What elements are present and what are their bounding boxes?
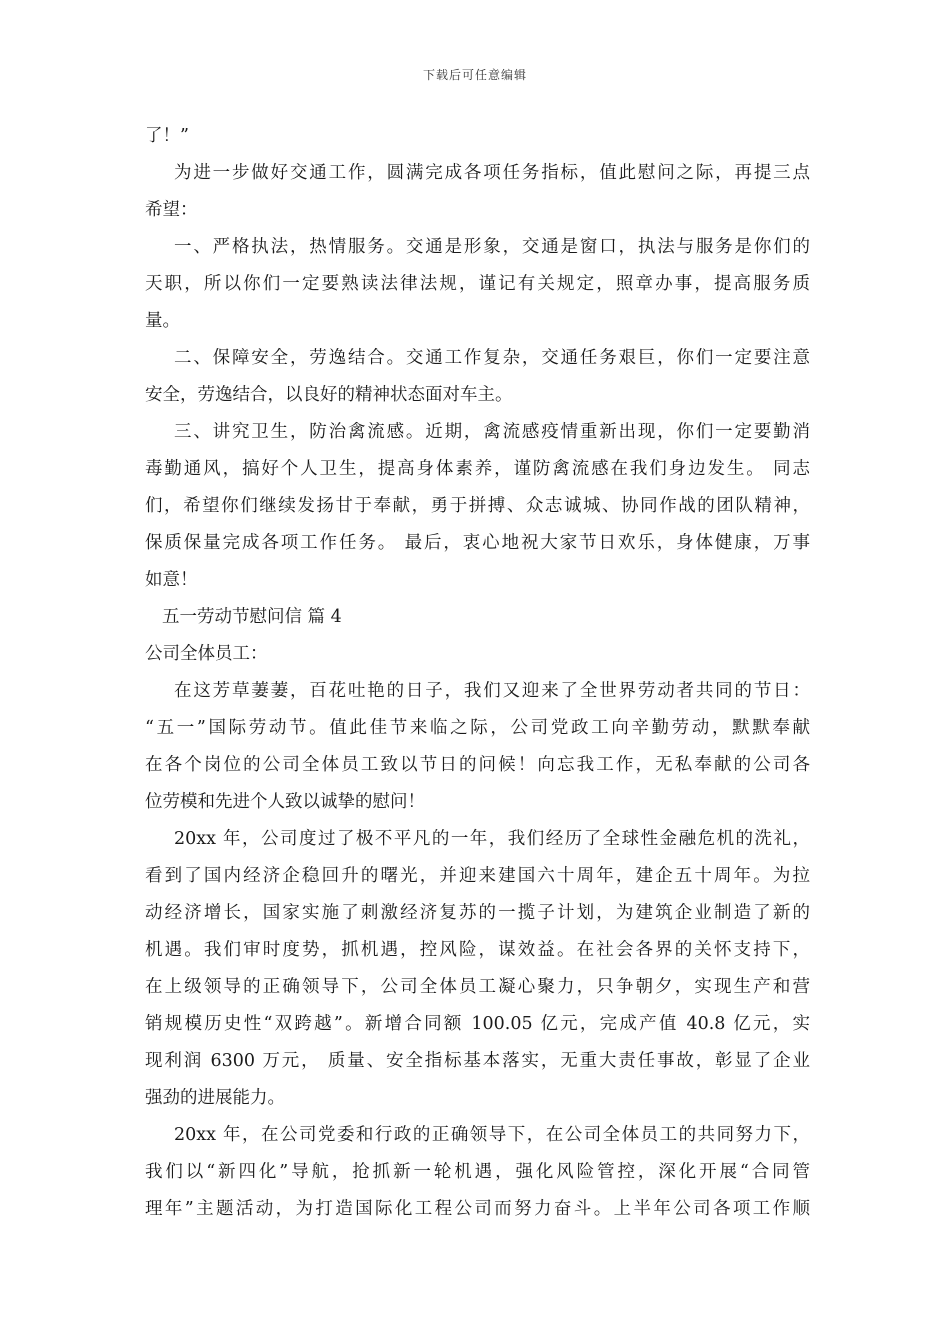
text-line: 为进一步做好交通工作，圆满完成各项任务指标，值此慰问之际，再提三点 [174,163,810,183]
text-line: 在各个岗位的公司全体员工致以节日的问候！向忘我工作，无私奉献的公司各 [145,755,810,775]
text-line: 保质保量完成各项工作任务。 最后，衷心地祝大家节日欢乐，身体健康，万事 [145,533,810,553]
text-line: 在上级领导的正确领导下，公司全体员工凝心聚力，只争朝夕，实现生产和营 [145,977,810,997]
text-line: 20xx 年，在公司党委和行政的正确领导下，在公司全体员工的共同努力下， [174,1125,810,1145]
text-line: 们，希望你们继续发扬甘于奉献，勇于拼搏、众志诚城、协同作战的团队精神， [145,496,810,516]
text-line: 在这芳草萋萋，百花吐艳的日子，我们又迎来了全世界劳动者共同的节日： [174,681,810,701]
text-line: 销规模历史性“双跨越”。新增合同额 100.05 亿元，完成产值 40.8 亿元，实 [145,1014,810,1034]
text-line: 二、保障安全，劳逸结合。交通工作复杂，交通任务艰巨，你们一定要注意 [174,348,810,368]
text-line: 理年”主题活动，为打造国际化工程公司而努力奋斗。上半年公司各项工作顺 [145,1199,810,1219]
section-title: 五一劳动节慰问信 篇 4 [162,607,342,627]
text-line: 毒勤通风，搞好个人卫生，提高身体素养，谨防禽流感在我们身边发生。 同志 [145,459,810,479]
text-line: 三、讲究卫生，防治禽流感。近期，禽流感疫情重新出现，你们一定要勤消 [174,422,810,442]
text-line: 现利润 6300 万元， 质量、安全指标基本落实，无重大责任事故，彰显了企业 [145,1051,810,1071]
text-line: 强劲的进展能力。 [145,1088,285,1108]
text-line: 位劳模和先进个人致以诚挚的慰问！ [145,792,425,812]
text-line: “五一”国际劳动节。值此佳节来临之际，公司党政工向辛勤劳动，默默奉献 [145,718,810,738]
text-line: 希望： [145,200,198,220]
page-header-note: 下载后可任意编辑 [422,68,527,82]
text-line: 动经济增长，国家实施了刺激经济复苏的一揽子计划，为建筑企业制造了新的 [145,903,810,923]
text-line: 安全，劳逸结合，以良好的精神状态面对车主。 [145,385,513,405]
text-line: 量。 [145,311,180,331]
text-line: 我们以“新四化”导航，抢抓新一轮机遇，强化风险管控，深化开展“合同管 [145,1162,810,1182]
text-line: 20xx 年，公司度过了极不平凡的一年，我们经历了全球性金融危机的洗礼， [174,829,810,849]
text-line: 如意！ [145,570,198,590]
text-line: 天职，所以你们一定要熟读法律法规，谨记有关规定，照章办事，提高服务质 [145,274,810,294]
text-line: 公司全体员工： [145,644,268,664]
text-line: 一、严格执法，热情服务。交通是形象，交通是窗口，执法与服务是你们的 [174,237,810,257]
text-line: 机遇。我们审时度势，抓机遇，控风险，谋效益。在社会各界的关怀支持下， [145,940,810,960]
document-body [145,118,810,1228]
text-line: 看到了国内经济企稳回升的曙光，并迎来建国六十周年，建企五十周年。为拉 [145,866,810,886]
text-line: 了！” [145,126,189,146]
